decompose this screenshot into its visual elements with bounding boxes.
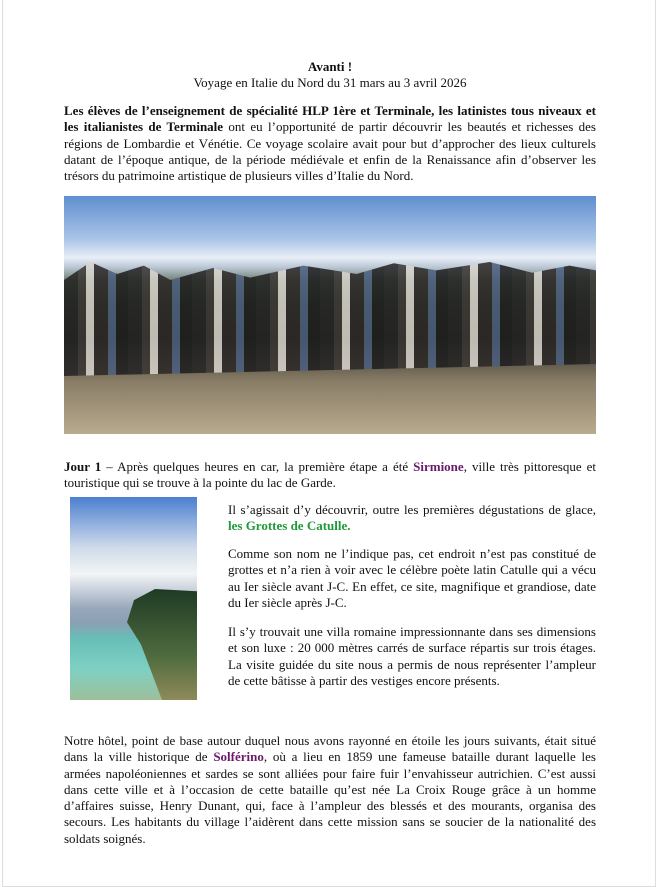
hotel-text-rest: , où a lieu en 1859 une fameuse bataille durant laquelle les armées napoléoniennes et sardes se sont alliées pour faire fuir l’envahisseur autrichien. C’est aussi dans cette ville et à l’occasion de cette bataille qu’est née La Croix Rouge grâce à un homme d’affaires suisse, Henry Dunant, qui, face à l’ampleur des blessés et des mourants, organisa des secours. Les habitants du village l’aidèrent dans cette mission sans se soucier de la nationalité des soldats soignés. [64,749,596,846]
lake-garda-photo [70,497,197,700]
page-title: Avanti ! [307,59,353,74]
group-photo [64,196,596,434]
intro-paragraph [64,103,596,184]
place-solferino: Solférino [213,749,264,765]
villa-paragraph: Il s’y trouvait une villa romaine impressionnante dans ses dimensions et son luxe : 20 000 mètres carrés de surface répartis sur trois étages. La visite guidée du site nous a permis de nous représenter l’ampleur de cette bâtisse à partir des vestiges encore présents. [228,624,596,688]
hotel-paragraph [64,733,596,847]
day1-paragraph [64,459,596,492]
intro-bold: Les élèves de l’enseignement de spécialité HLP 1ère et Terminale, les latinistes tous niveaux et les italianistes de Terminale [64,103,596,135]
day1-text: – Après quelques heures en car, la première étape a été [101,459,414,474]
intro-text: ont eu l’opportunité de partir découvrir les beautés et richesses des régions de Lombardie et Vénétie. Ce voyage scolaire avait pour but d’approcher des lieux culturels datant de l’époque antique, de la période médiévale et enfin de la Renaissance afin d’observer les trésors du patrimoine artistique de plusieurs villes d’Italie du Nord. [64,119,596,184]
page-subtitle: Voyage en Italie du Nord du 31 mars au 3 avril 2026 [193,75,467,90]
catulle-paragraph: Comme son nom ne l’indique pas, cet endroit n’est pas constitué de grottes et n’a rien à voir avec le célèbre poète latin Catulle qui a vécu au Ier siècle avant J-C. En effet, ce site, magnifique et grandiose, date du Ier siècle après J-C. [228,546,596,610]
group-people [64,256,596,376]
grottes-paragraph [228,502,596,535]
day1-label: Jour 1 [64,459,102,474]
hotel-text: Notre hôtel, point de base autour duquel nous avons rayonné en étoile les jours suivants, était situé dans la ville historique de [64,733,596,765]
day1-rest: , ville très pittoresque et touristique qui se trouve à la pointe du lac de Garde. [64,459,596,491]
grottes-highlight: les Grottes de Catulle. [228,518,351,534]
grottes-text: Il s’agissait d’y découvrir, outre les premières dégustations de glace, [228,502,596,517]
place-sirmione: Sirmione [413,459,464,474]
trees [127,589,197,700]
